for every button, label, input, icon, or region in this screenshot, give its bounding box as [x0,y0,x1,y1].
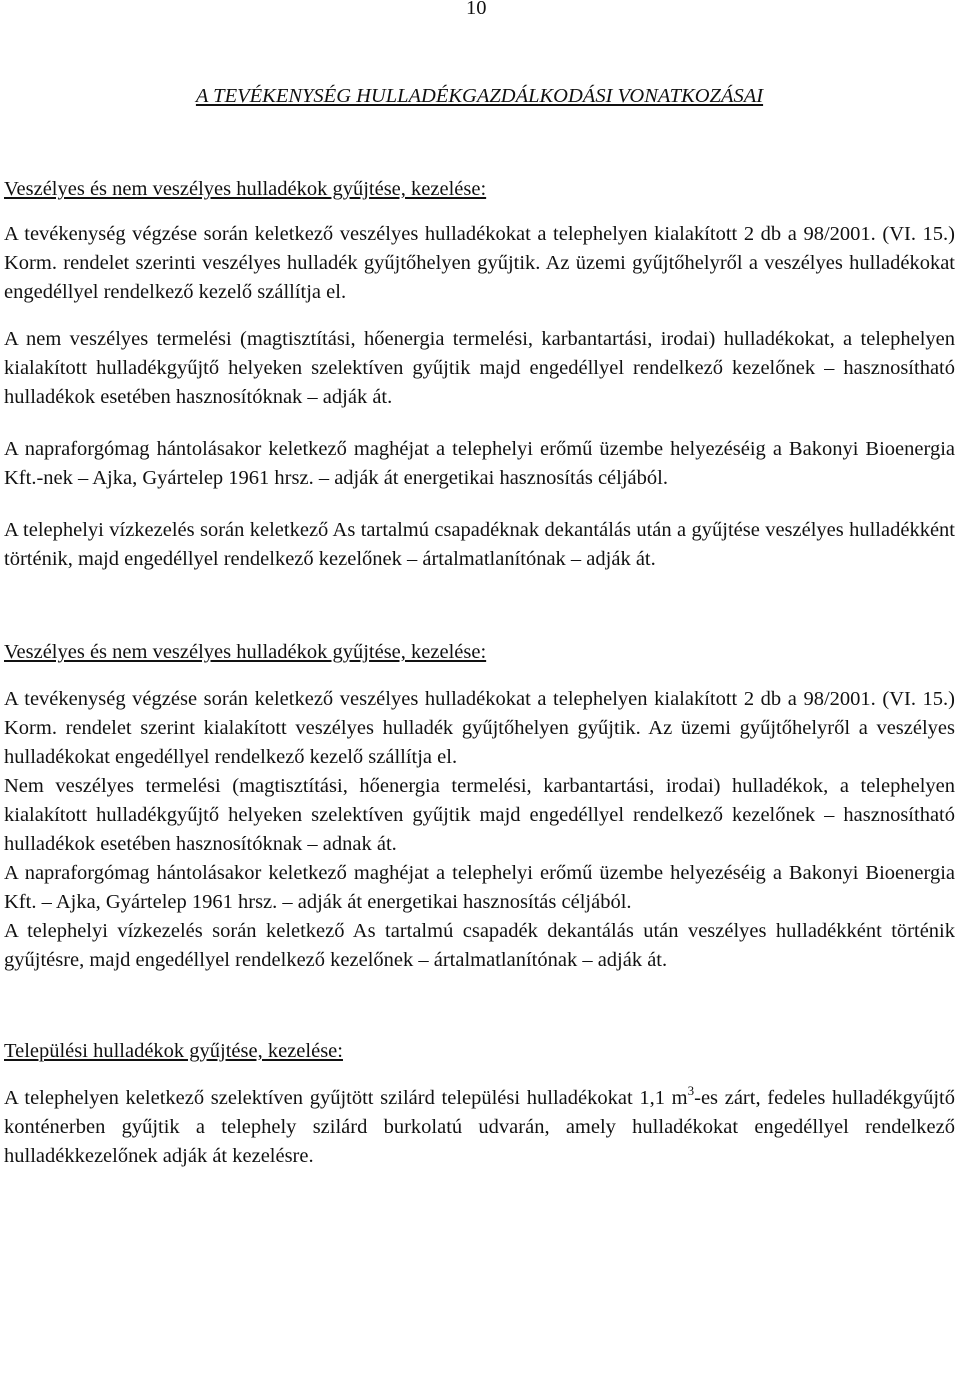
section-heading: Veszélyes és nem veszélyes hulladékok gyűjtése, kezelése: [4,641,487,663]
paragraph: A telephelyi vízkezelés során keletkező As tartalmú csapadéknak dekantálás után a gyűjtése veszélyes hulladékként történik, majd engedéllyel rendelkező kezelőnek – ártalmatlanítónak – adják át. [4,519,955,570]
section-municipal-waste [4,1037,955,1171]
paragraph: Nem veszélyes termelési (magtisztítási, hőenergia termelési, karbantartási, irodai) hulladékok, a telephelyen kialakított hulladékgyűjtő helyeken szelektíven gyűjtik majd engedéllyel rendelkező kezelőnek – hasznosítható hulladékok esetében hasznosítóknak – adnak át. [4,775,955,855]
paragraph: A nem veszélyes termelési (magtisztítási, hőenergia termelési, karbantartási, irodai) hulladékokat, a telephelyen kialakított hulladékgyűjtő helyeken szelektíven gyűjtik majd engedéllyel rendelkező kezelőnek – hasznosítható hulladékok esetében hasznosítóknak – adják át. [4,328,955,408]
paragraph: A napraforgómag hántolásakor keletkező maghéjat a telephelyi erőmű üzembe helyezéséig a Bakonyi Bioenergia Kft. – Ajka, Gyártelep 1961 hrsz. – adják át energetikai hasznosítás céljából. [4,862,955,913]
section-hazardous-waste-2 [4,638,955,975]
document-title: A TEVÉKENYSÉG HULLADÉKGAZDÁLKODÁSI VONATKOZÁSAI [195,85,764,107]
paragraph: A tevékenység végzése során keletkező veszélyes hulladékokat a telephelyen kialakított 2 db a 98/2001. (VI. 15.) Korm. rendelet szerinti veszélyes hulladék gyűjtőhelyen gyűjtik. Az üzemi gyűjtőhelyről a veszélyes hulladékokat engedéllyel rendelkező kezelő szállítja el. [4,223,955,303]
section-heading: Veszélyes és nem veszélyes hulladékok gyűjtése, kezelése: [4,178,487,200]
section-heading: Települési hulladékok gyűjtése, kezelése: [4,1040,343,1062]
paragraph: A napraforgómag hántolásakor keletkező maghéjat a telephelyi erőmű üzembe helyezéséig a Bakonyi Bioenergia Kft.-nek – Ajka, Gyártelep 1961 hrsz. – adják át energetikai hasznosítás céljából. [4,438,955,489]
paragraph-text-end: -es zárt, fedeles hulladékgyűjtő konténerben gyűjtik a telephely szilárd burkolatú udvarán, amely hulladékokat engedéllyel rendelkező hulladékkezelőnek adják át kezelésre. [4,1087,955,1167]
page-number: 10 [466,0,487,19]
section-hazardous-waste-1 [4,175,955,574]
paragraph: A telephelyi vízkezelés során keletkező As tartalmú csapadék dekantálás után veszélyes hulladékként történik gyűjtésre, majd engedéllyel rendelkező kezelőnek – ártalmatlanítónak – adják át. [4,920,955,971]
paragraph [4,1084,955,1171]
document-body [4,82,955,1171]
superscript: 3 [687,1083,695,1099]
paragraph-text-start: A telephelyen keletkező szelektíven gyűjtött szilárd települési hulladékokat 1,1 m [4,1087,688,1109]
paragraph: A tevékenység végzése során keletkező veszélyes hulladékokat a telephelyen kialakított 2 db a 98/2001. (VI. 15.) Korm. rendelet szerint kialakított veszélyes hulladék gyűjtőhelyen gyűjtik. Az üzemi gyűjtőhelyről a veszélyes hulladékokat engedéllyel rendelkező kezelő szállítja el. [4,688,955,768]
